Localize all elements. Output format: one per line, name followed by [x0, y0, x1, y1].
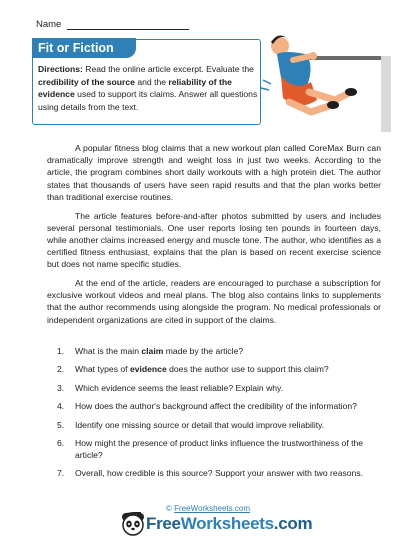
- logo-wordmark: FreeWorksheets.com: [146, 514, 313, 533]
- question-item: 6. How might the presence of product links influence the trustworthiness of the article?: [57, 437, 364, 460]
- question-item: 1. What is the main claim made by the article?: [57, 346, 244, 356]
- article-excerpt: [47, 142, 381, 332]
- directions-text: Directions: Read the online article excerpt. Evaluate the credibility of the source and the reliability of the evidence used to support its claims. Answer all questions using details from the text.: [38, 64, 258, 112]
- footer-link[interactable]: FreeWorksheets.com: [174, 504, 250, 513]
- panda-mascot-icon: [120, 512, 146, 536]
- directions-label: Directions:: [38, 64, 83, 74]
- site-logo: [120, 512, 340, 536]
- name-blank-line[interactable]: [67, 20, 189, 30]
- article-paragraph-3: At the end of the article, readers are encouraged to purchase a subscription for exclusive workout videos and meal plans. The blog also contains links to supplements that the author recommends using alongside the program. No medical professionals or independent organizations are cited in support of the claims.: [47, 278, 381, 325]
- name-label: Name: [36, 19, 62, 30]
- name-field-row: [36, 19, 189, 30]
- question-list: [47, 345, 387, 486]
- article-paragraph-1: A popular fitness blog claims that a new workout plan called CoreMax Burn can dramatically improve strength and weight loss in just two weeks. According to the article, the program combines short daily workouts with a high protein diet. The author states that thousands of users have seen rapid results and that the plan works better than traditional exercise routines.: [47, 143, 381, 202]
- article-paragraph-2: The article features before-and-after photos submitted by users and includes several personal testimonials. One user reports losing ten pounds in fourteen days, while another claims increased energy and muscle tone. The author, who identifies as a certified fitness enthusiast, explains that the plan is based on recent exercise science but does not name specific studies.: [47, 210, 381, 270]
- worksheet-title: Fit or Fiction: [38, 41, 114, 55]
- question-item: 2. What types of evidence does the author use to support this claim?: [57, 364, 329, 375]
- copyright-symbol: ©: [165, 504, 172, 513]
- question-item: 7. Overall, how credible is this source? Support your answer with two reasons.: [57, 468, 364, 479]
- question-item: 5. Identify one missing source or detail that would improve reliability.: [57, 419, 325, 430]
- question-item: 3. Which evidence seems the least reliable? Explain why.: [57, 382, 284, 393]
- exercise-illustration: [255, 20, 395, 132]
- question-item: 4. How does the author's background affect the credibility of the information?: [57, 401, 357, 412]
